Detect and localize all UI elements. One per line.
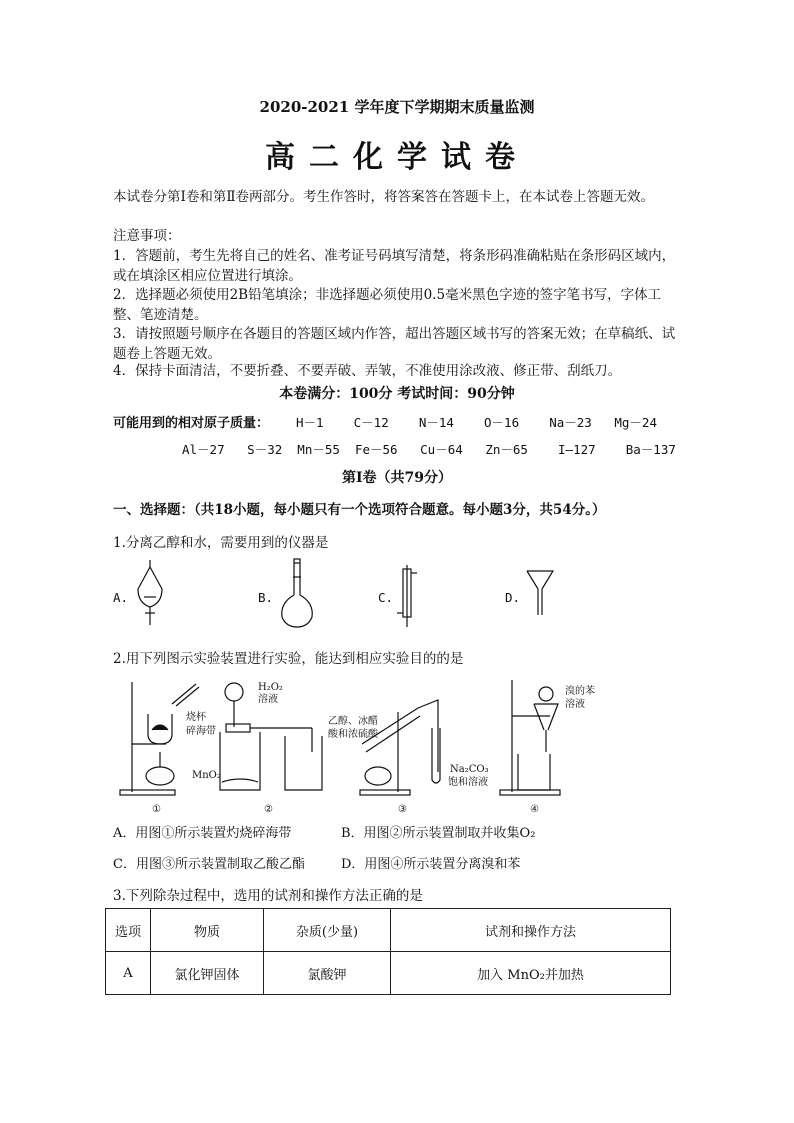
label-reagents-line-1: 乙醇、冰醋 <box>328 716 378 727</box>
q2-apparatus-figure <box>100 672 600 822</box>
notice-item-2: 2．选择题必须使用2B铅笔填涂；非选择题必须使用0.5毫米黑色字迹的签字笔书写，字体工整、笔迹清楚。 <box>113 287 662 323</box>
label-h2o2-solution: 溶液 <box>258 694 278 705</box>
figure-number-1: ① <box>152 804 161 815</box>
exam-subtitle: 2020-2021 学年度下学期期末质量监测 <box>259 98 535 116</box>
part-1-heading: 一、选择题：（共18小题，每小题只有一个选项符合题意。每小题3分，共54分。） <box>113 502 606 518</box>
table-row <box>106 952 671 995</box>
section-1-title: 第Ⅰ卷（共79分） <box>341 470 453 486</box>
apparatus-1-crucible-icon <box>120 682 199 795</box>
q1-option-d: D. <box>505 590 521 605</box>
notice-heading: 注意事项： <box>113 228 181 244</box>
separatory-funnel-icon <box>138 560 162 625</box>
notice-item-4: 4．保持卡面清洁，不要折叠、不要弄破、弄皱，不准使用涂改液、修正带、刮纸刀。 <box>113 363 622 379</box>
table-header-cell: 物质 <box>151 909 264 952</box>
question-2-text: 2.用下列图示实验装置进行实验，能达到相应实验目的的是 <box>113 651 464 667</box>
label-na2co3-formula: Na₂CO₃ <box>450 764 489 775</box>
label-mno2: MnO₂ <box>192 770 221 781</box>
table-cell: 氯化钾固体 <box>151 952 264 995</box>
label-seaweed: 碎海带 <box>186 726 216 737</box>
label-bromobenzene-line-2: 溶液 <box>565 699 585 710</box>
table-cell: 加入 MnO₂并加热 <box>391 952 671 995</box>
q2-option-a: A．用图①所示装置灼烧碎海带 <box>113 826 292 841</box>
condenser-icon <box>397 565 417 627</box>
table-cell: A <box>106 952 151 995</box>
label-reagents-line-2: 酸和浓硫酸 <box>328 729 378 740</box>
table-header-cell: 试剂和操作方法 <box>391 909 671 952</box>
table-header-row <box>106 909 671 952</box>
notice-item-3: 3．请按照题号顺序在各题目的答题区域内作答，超出答题区域书写的答案无效；在草稿纸、试题卷上答题无效。 <box>113 326 676 362</box>
table-header-cell: 选项 <box>106 909 151 952</box>
figure-number-2: ② <box>264 804 273 815</box>
q1-option-b: B. <box>258 590 274 605</box>
q1-apparatus-figures <box>0 555 794 630</box>
figure-number-3: ③ <box>398 804 407 815</box>
score-line: 本卷满分：100分 考试时间：90分钟 <box>279 386 515 402</box>
atomic-mass-row-1: H－1 C－12 N－14 O－16 Na－23 Mg－24 <box>296 415 657 430</box>
atomic-mass-label: 可能用到的相对原子质量： <box>113 416 270 431</box>
apparatus-4-separation-icon <box>500 680 560 795</box>
label-na2co3-solution: 饱和溶液 <box>448 777 488 788</box>
q1-option-c: C. <box>378 590 394 605</box>
q3-table <box>105 908 671 995</box>
intro-text: 本试卷分第Ⅰ卷和第Ⅱ卷两部分。考生作答时，将答案答在答题卡上，在本试卷上答题无效。 <box>113 189 655 205</box>
notice-item-1: 1．答题前，考生先将自己的姓名、准考证号码填写清楚，将条形码准确粘贴在条形码区域内，或在填涂区相应位置进行填涂。 <box>113 248 676 284</box>
q2-option-d: D．用图④所示装置分离溴和苯 <box>341 857 521 872</box>
apparatus-3-esterification-icon <box>360 700 440 795</box>
label-beaker: 烧杯 <box>186 712 206 723</box>
table-header-cell: 杂质(少量) <box>264 909 391 952</box>
label-bromobenzene-line-1: 溴的苯 <box>565 686 595 697</box>
q2-option-c: C．用图③所示装置制取乙酸乙酯 <box>113 857 305 872</box>
q2-option-b: B．用图②所示装置制取并收集O₂ <box>341 826 536 841</box>
atomic-mass-row-2: Al－27 S－32 Mn－55 Fe－56 Cu－64 Zn－65 I—127 Ba－137 <box>182 442 676 457</box>
question-3-text: 3.下列除杂过程中，选用的试剂和操作方法正确的是 <box>113 888 423 904</box>
exam-title: 高二化学试卷 <box>265 140 529 175</box>
q1-option-a: A. <box>113 590 129 605</box>
label-h2o2-formula: H₂O₂ <box>258 682 283 693</box>
question-1-text: 1.分离乙醇和水，需要用到的仪器是 <box>113 535 329 551</box>
funnel-icon <box>527 571 553 615</box>
figure-number-4: ④ <box>530 804 539 815</box>
volumetric-flask-icon <box>282 559 313 627</box>
table-cell: 氯酸钾 <box>264 952 391 995</box>
